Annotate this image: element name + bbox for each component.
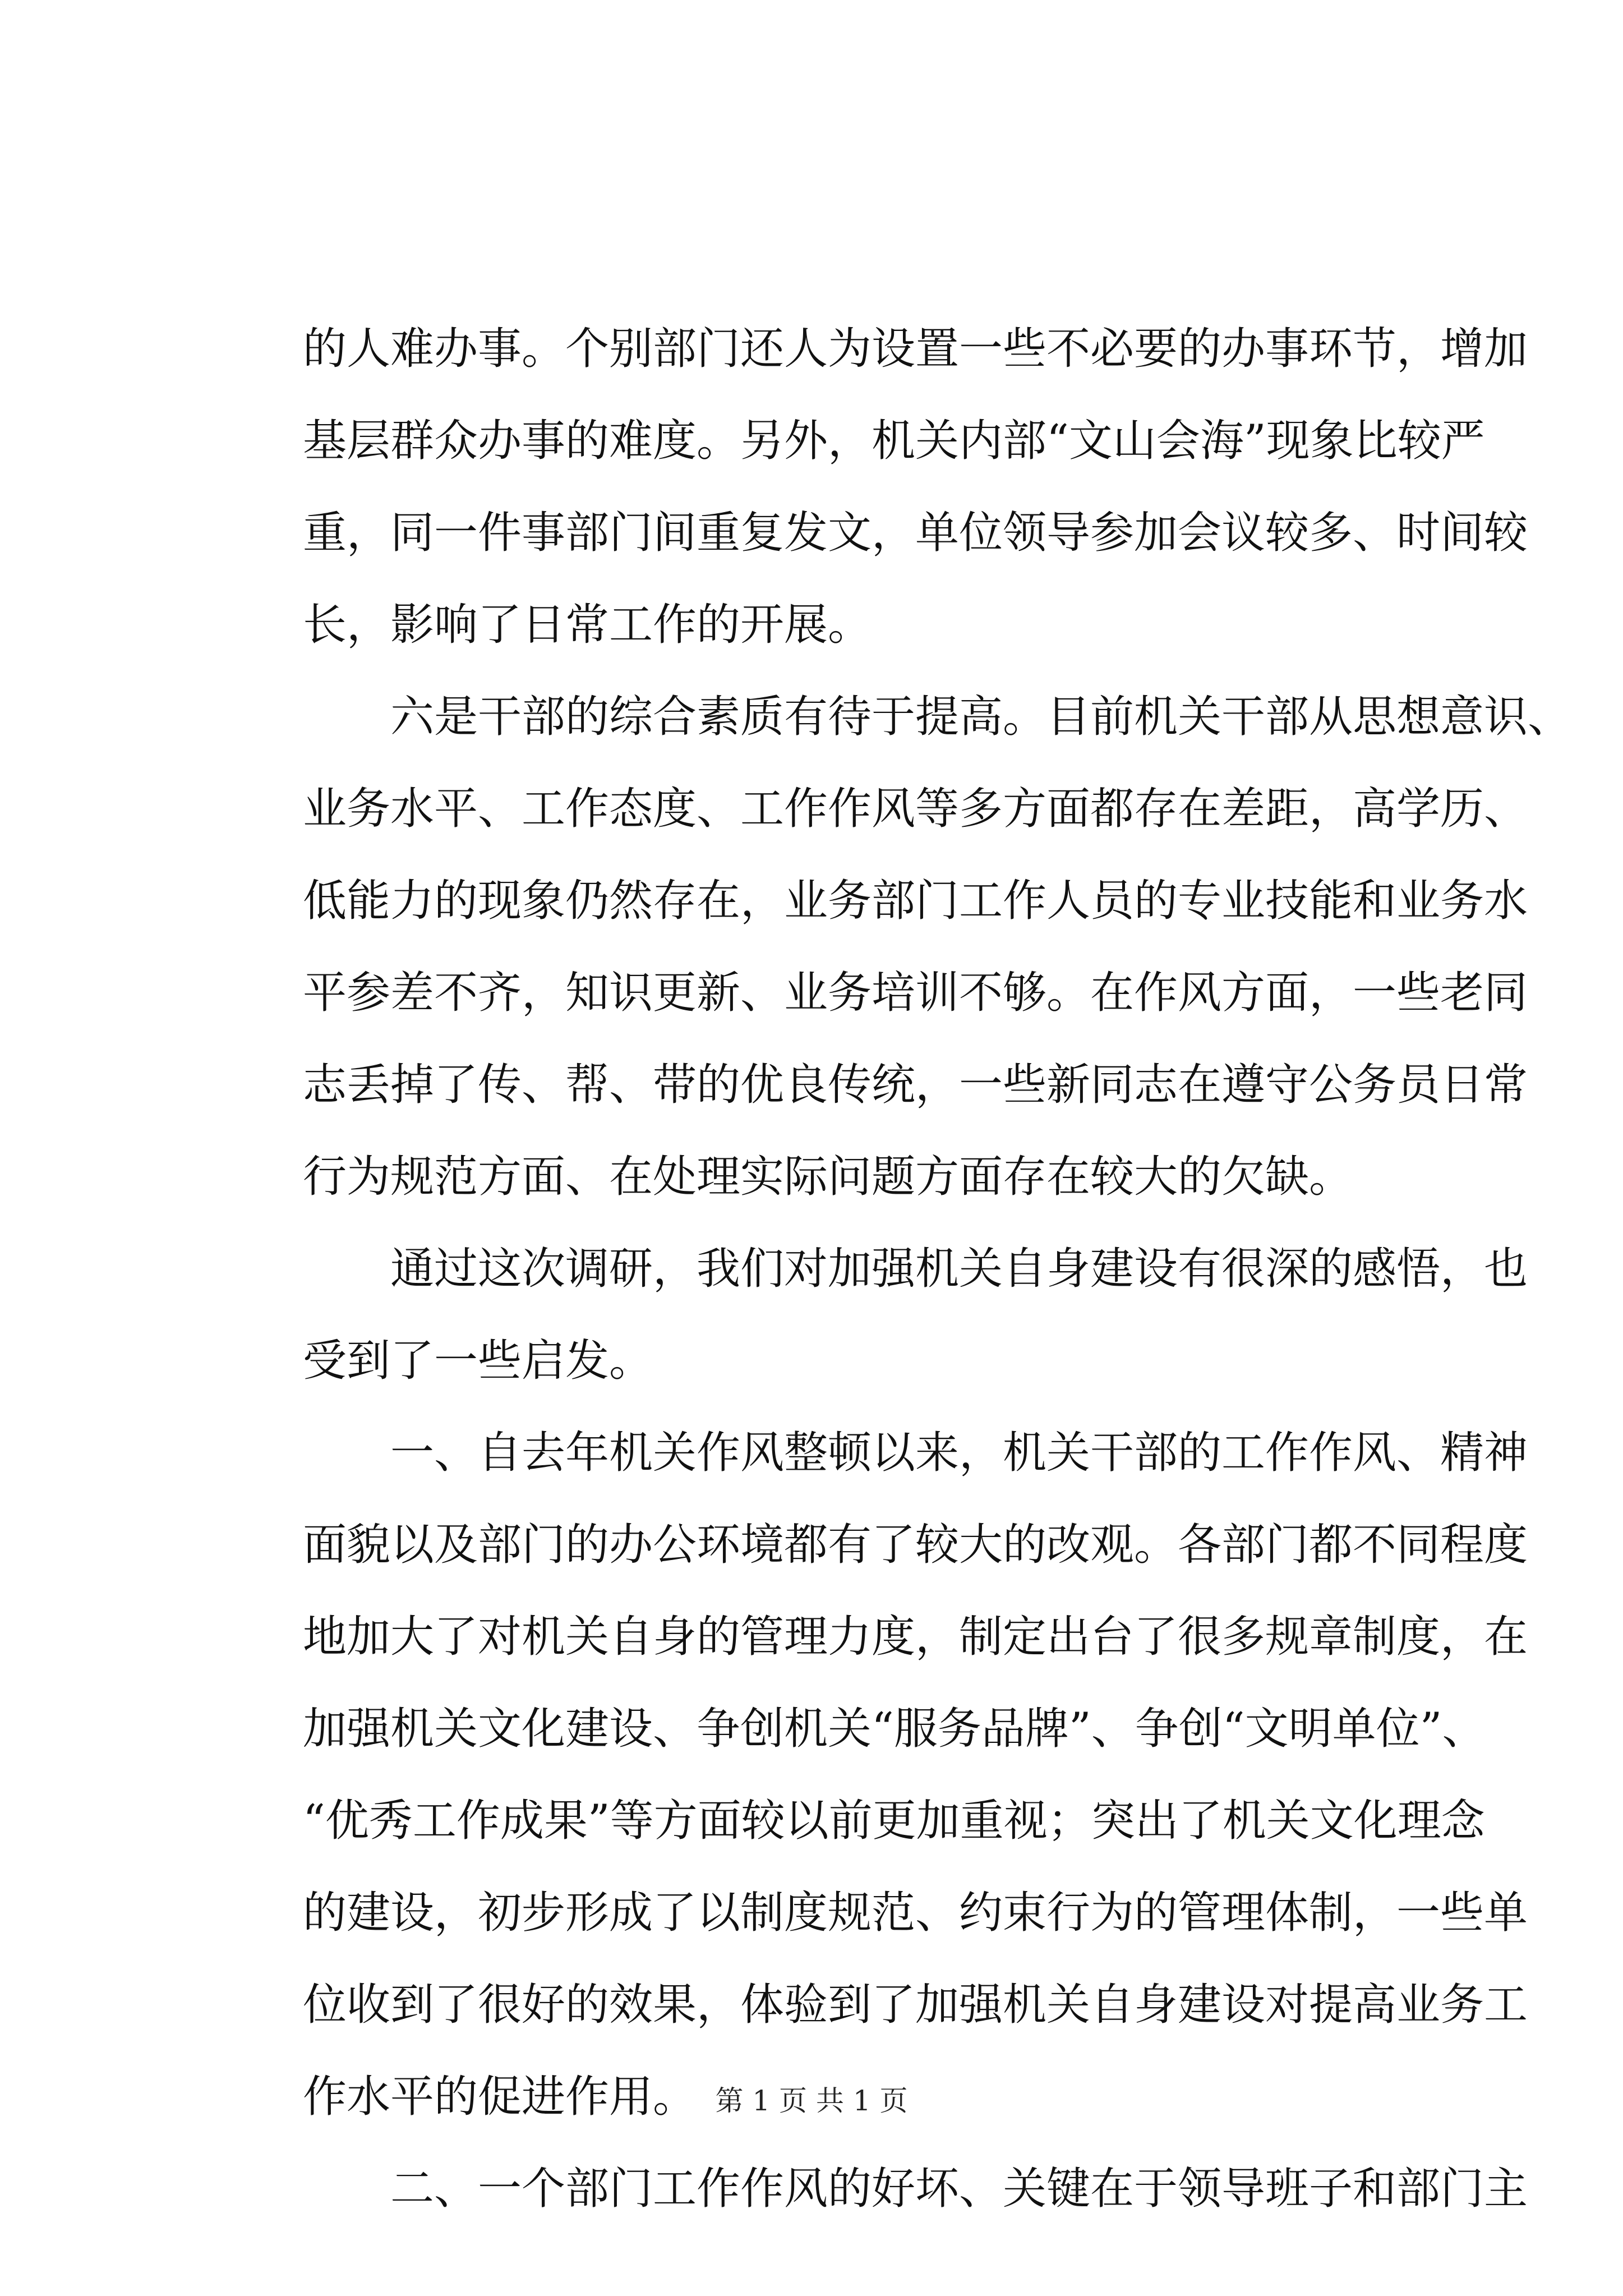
- text-line: 基层群众办事的难度。另外，机关内部“文山会海”现象比较严: [303, 416, 1485, 466]
- text-line: 的建设，初步形成了以制度规范、约束行为的管理体制，一些单: [303, 1888, 1528, 1938]
- text-line: 受到了一些启发。: [303, 1336, 653, 1386]
- text-line: 地加大了对机关自身的管理力度，制定出台了很多规章制度，在: [303, 1612, 1528, 1662]
- paragraph-first-line: 二、一个部门工作作风的好坏、关键在于领导班子和部门主: [390, 2164, 1528, 2214]
- text-line: 加强机关文化建设、争创机关“服务品牌”、争创“文明单位”、: [303, 1704, 1486, 1754]
- text-line: 行为规范方面、在处理实际问题方面存在较大的欠缺。: [303, 1152, 1353, 1202]
- page-number-footer: 第 1 页 共 1 页: [715, 2085, 908, 2117]
- text-line: 业务水平、工作态度、工作作风等多方面都存在差距，高学历、: [303, 784, 1528, 834]
- text-line: 志丢掉了传、帮、带的优良传统，一些新同志在遵守公务员日常: [303, 1060, 1528, 1110]
- text-line: 长，影响了日常工作的开展。: [303, 600, 872, 650]
- paragraph-first-line: 通过这次调研，我们对加强机关自身建设有很深的感悟，也: [390, 1244, 1528, 1294]
- text-line: 重，同一件事部门间重复发文，单位领导参加会议较多、时间较: [303, 508, 1528, 558]
- text-line: 面貌以及部门的办公环境都有了较大的改观。各部门都不同程度: [303, 1520, 1528, 1570]
- text-line: 的人难办事。个别部门还人为设置一些不必要的办事环节，增加: [303, 324, 1528, 374]
- text-line: 作水平的促进作用。: [303, 2072, 697, 2122]
- text-line: “优秀工作成果”等方面较以前更加重视；突出了机关文化理念: [303, 1796, 1485, 1846]
- text-line: 低能力的现象仍然存在，业务部门工作人员的专业技能和业务水: [303, 876, 1528, 926]
- text-line: 位收到了很好的效果，体验到了加强机关自身建设对提高业务工: [303, 1980, 1528, 2030]
- paragraph-first-line: 一、自去年机关作风整顿以来，机关干部的工作作风、精神: [390, 1428, 1528, 1478]
- text-line: 平参差不齐，知识更新、业务培训不够。在作风方面，一些老同: [303, 968, 1528, 1018]
- document-body: [303, 303, 1572, 2235]
- paragraph-first-line: 六是干部的综合素质有待于提高。目前机关干部从思想意识、: [390, 692, 1572, 742]
